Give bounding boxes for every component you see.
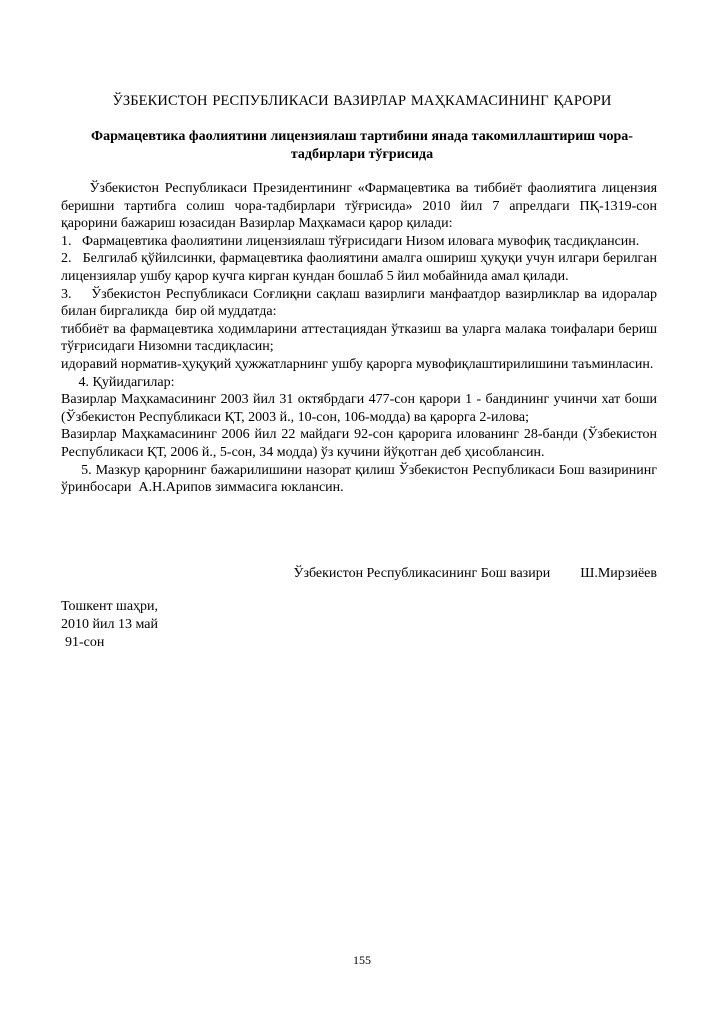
document-title: ЎЗБЕКИСТОН РЕСПУБЛИКАСИ ВАЗИРЛАР МАҲКАМАСИНИНГ ҚАРОРИ (112, 93, 612, 109)
document-meta (61, 598, 158, 652)
signature-position: Ўзбекистон Республикасининг Бош вазири (293, 566, 551, 581)
document-subtitle: Фармацевтика фаолиятини лицензиялаш тартибини янада такомиллаштириш чора-тадбирлари тўғрисида (91, 129, 633, 162)
paragraph-item-3-sub-1: тиббиёт ва фармацевтика ходимларини аттестациядан ўтказиш ва уларга малака тоифалари бериш тўғрисидаги Низомни тасдиқласин; (61, 321, 657, 355)
document-body (61, 180, 661, 497)
paragraph-item-3: 3. Ўзбекистон Республикаси Соғлиқни сақлаш вазирлиги манфаатдор вазирликлар ва идоралар билан биргаликда бир ой муддатда: (61, 286, 661, 320)
paragraph-item-3-sub-2: идоравий норматив-ҳуқуқий ҳужжатларнинг ушбу қарорга мувофиқлаштирилишини таъминласин. (61, 356, 654, 372)
page-number: 155 (353, 953, 371, 967)
paragraph-item-4-sub-2: Вазирлар Маҳкамасининг 2006 йил 22 майдаги 92-сон қарорига илованинг 28-банди (Ўзбекистон Республикаси ҚТ, 2006 й., 5-сон, 34 модда) ўз кучини йўқотган деб ҳисоблансин. (61, 427, 657, 460)
document-number: 91-сон (65, 635, 105, 650)
paragraph-item-4-sub-1: Вазирлар Маҳкамасининг 2003 йил 31 октябрдаги 477-сон қарори 1 - бандининг учинчи хат боши (Ўзбекистон Республикаси ҚТ, 2003 й., 10-сон, 106-модда) ва қарорга 2-илова; (61, 392, 657, 425)
paragraph-item-2: 2. Белгилаб қўйилсинки, фармацевтика фаолиятини амалга ошириш ҳуқуқи учун илгари берилган лицензиялар ушбу қарор кучга кирган кундан бошлаб 5 йил мобайнида амал қилади. (61, 251, 661, 284)
paragraph-item-1: 1. Фармацевтика фаолиятини лицензиялаш тўғрисидаги Низом иловага мувофиқ тасдиқлансин. (61, 233, 640, 249)
document-place: Тошкент шаҳри, (61, 599, 159, 614)
signature-name: Ш.Мирзиёев (580, 566, 657, 581)
paragraph-item-4: 4. Қуйидагилар: (61, 374, 175, 390)
paragraph-preamble: Ўзбекистон Республикаси Президентининг «Фармацевтика ва тиббиёт фаолиятига лицензия беришни тартибга солиш чора-тадбирлари тўғрисида» 2010 йил 7 апрелдаги ПҚ-1319-сон қарорини бажариш юзасидан Вазирлар Маҳкамаси қарор қилади: (61, 181, 661, 232)
document-date: 2010 йил 13 май (61, 617, 158, 632)
paragraph-item-5: 5. Мазкур қарорнинг бажарилишини назорат қилиш Ўзбекистон Республикаси Бош вазирининг ўринбосари А.Н.Арипов зиммасига юклансин. (61, 462, 661, 496)
signature-block (294, 566, 657, 582)
